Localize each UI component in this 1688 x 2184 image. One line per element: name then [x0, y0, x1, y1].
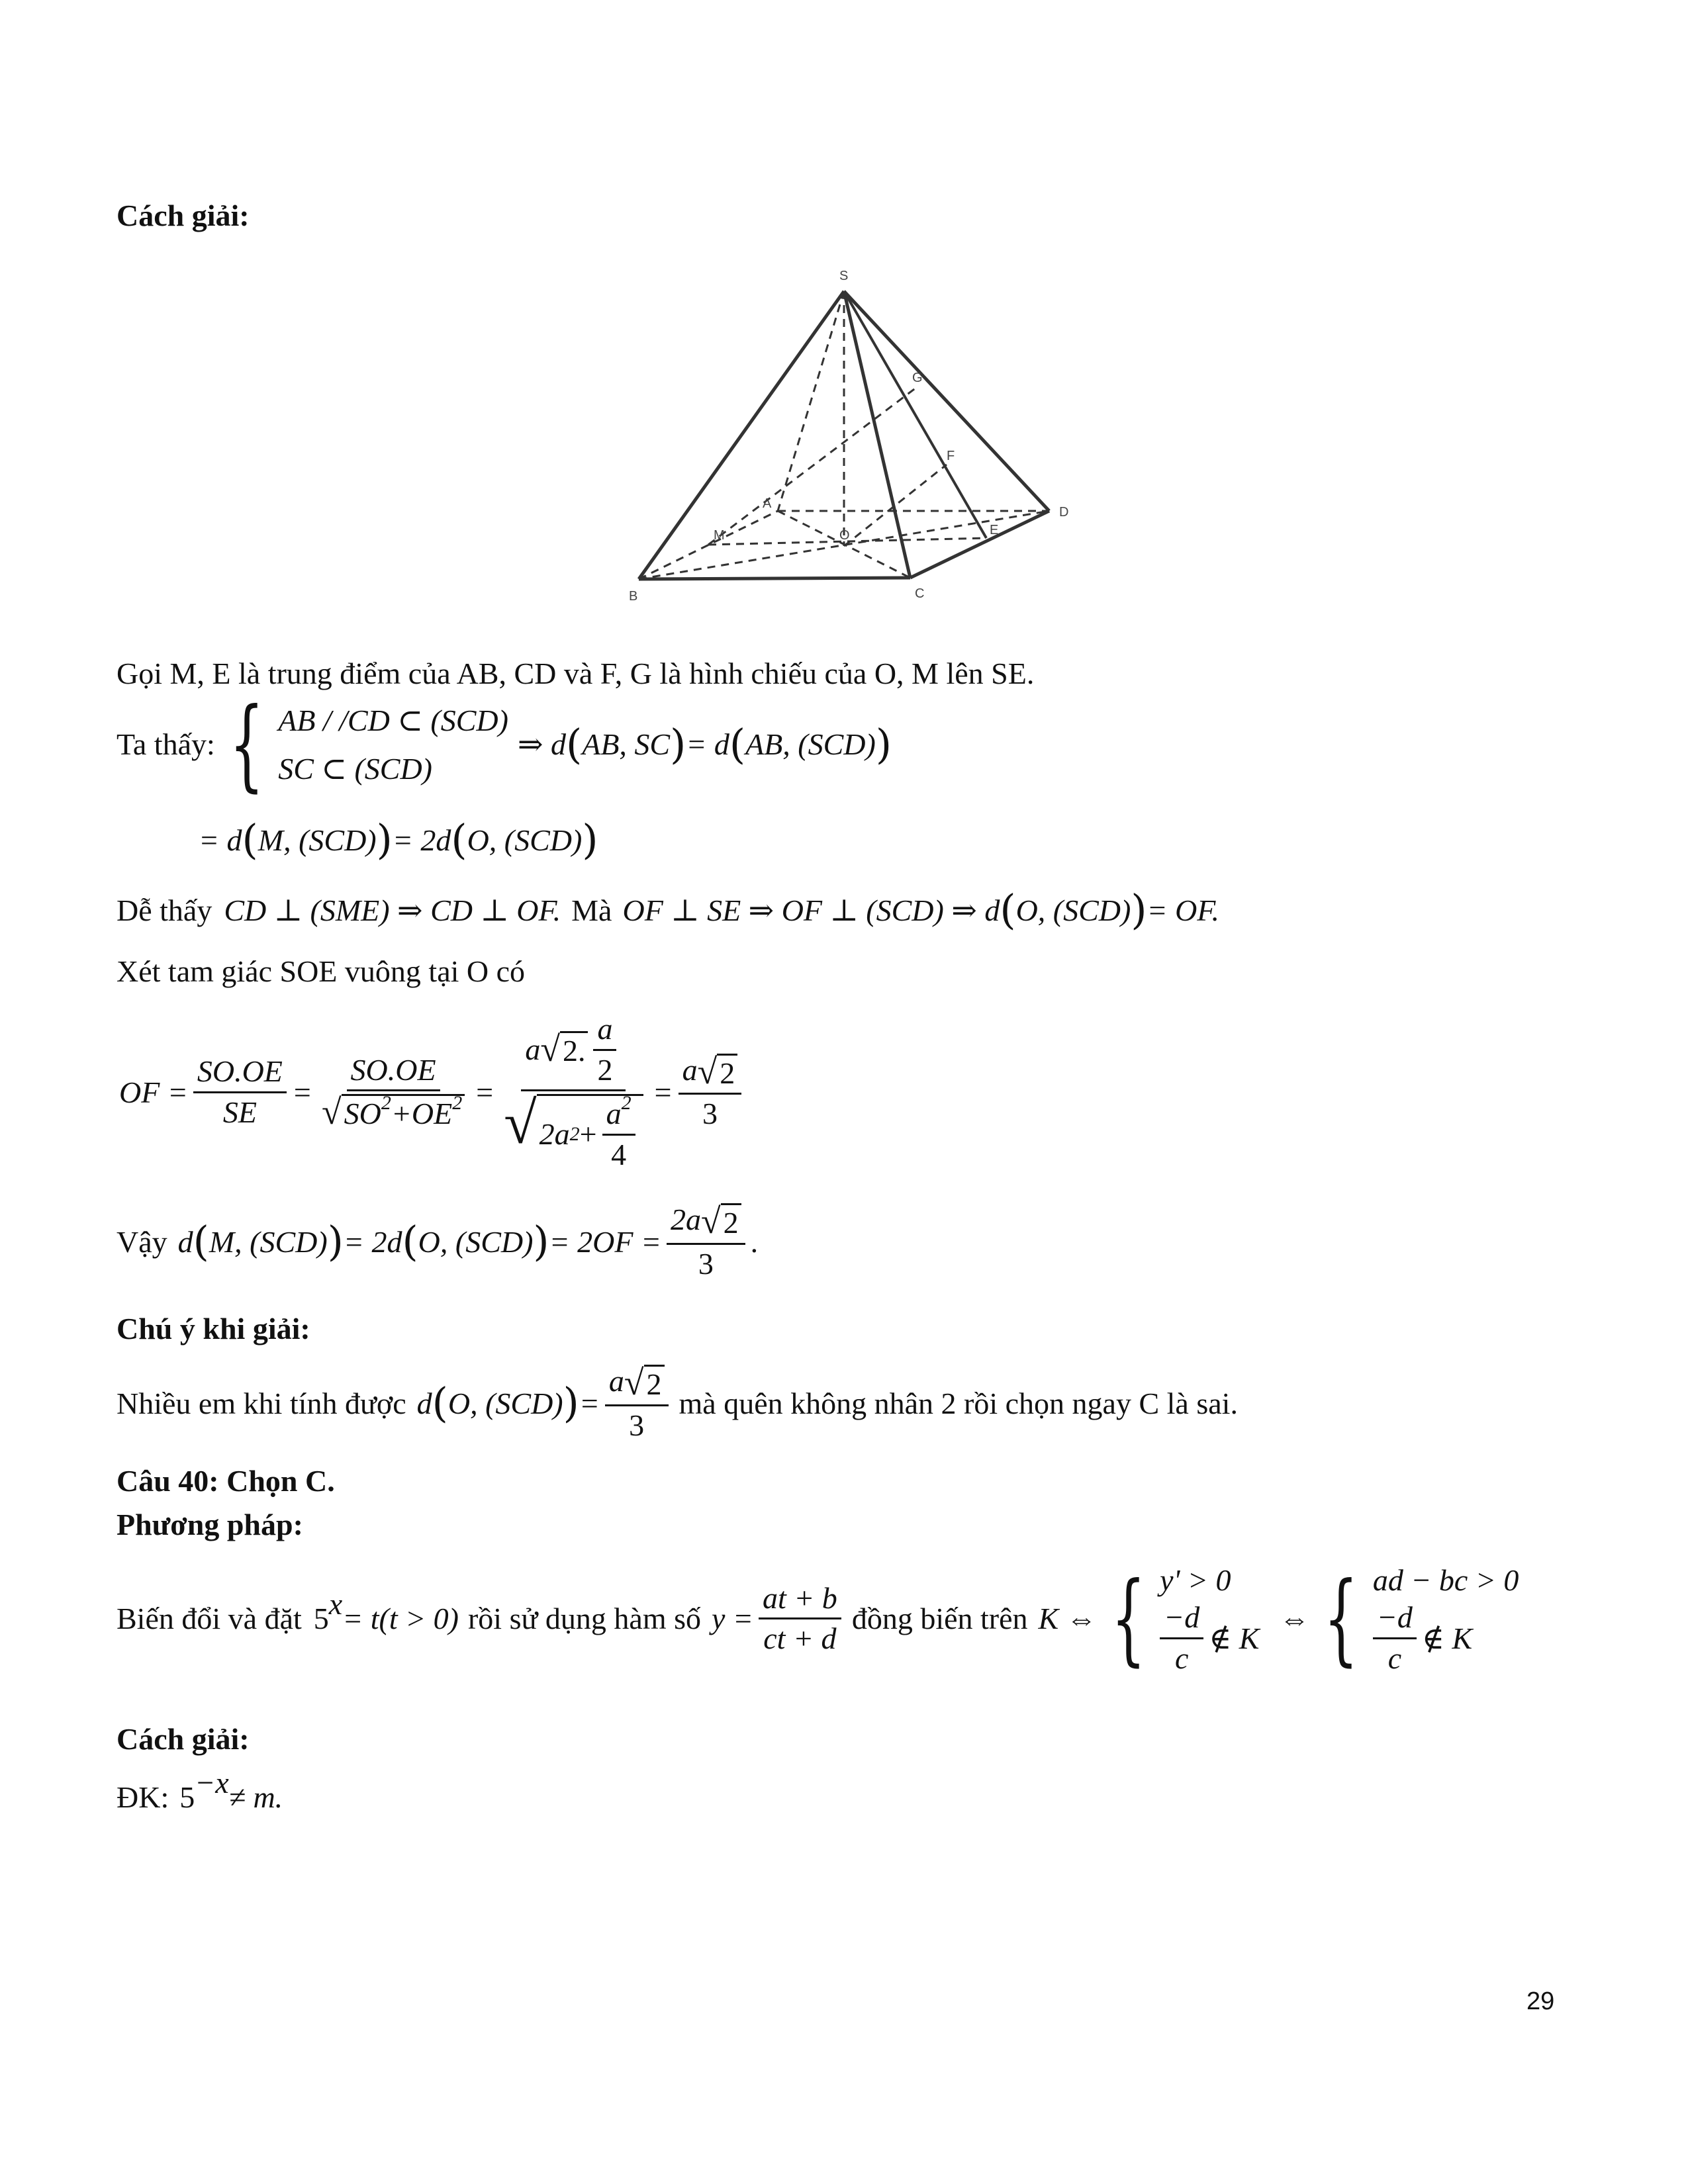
frac-denominator: c [1387, 1641, 1402, 1675]
frac-numerator: at + b [759, 1582, 841, 1620]
arg-o-scd: O, (SCD) [467, 823, 583, 857]
equals-d: = d [199, 823, 242, 857]
square-exponent: 2 [452, 1092, 463, 1115]
of-lhs: OF = [119, 1075, 188, 1109]
de-thay-label: Dễ thấy [117, 893, 212, 927]
d-function: d [177, 1225, 193, 1259]
frac-denominator: 3 [698, 1246, 714, 1281]
radical-icon: √ [504, 1091, 537, 1157]
fraction-a2-over-4 [602, 1092, 635, 1171]
vay-line [117, 1203, 758, 1281]
not-in-k: ∉ K [1209, 1621, 1260, 1655]
equals-sign: = [291, 1075, 312, 1109]
var-a: a [682, 1052, 698, 1087]
de-thay-expr-2: OF ⊥ SE ⇒ OF ⊥ (SCD) ⇒ d [622, 893, 1000, 927]
sqrt-content: 2a 2 + $\frac{a^2}{4}$ [537, 1094, 643, 1171]
expr-5-minus-x [179, 1766, 229, 1815]
radical-icon: √ [697, 1051, 718, 1091]
figure-label-a: A [763, 496, 772, 511]
sqrt-content: 2 [717, 1054, 737, 1091]
of-formula [119, 1013, 747, 1171]
expr-t-gt-0: = t(t > 0) [342, 1602, 459, 1636]
dk-label: ĐK: [117, 1780, 169, 1814]
frac-denominator: 3 [702, 1097, 718, 1131]
radical-icon: √ [321, 1092, 342, 1132]
not-equal-m: ≠ m. [228, 1780, 283, 1814]
system-line-2: SC ⊂ (SCD) [278, 752, 432, 786]
paren-close: ) [563, 1379, 579, 1428]
paren-open: ( [1000, 886, 1016, 934]
figure-label-c: C [915, 586, 925, 601]
fraction-numeric [500, 1013, 647, 1171]
paren-open: ( [242, 815, 258, 864]
dk-line [117, 1766, 283, 1815]
paren-open: ( [402, 1217, 418, 1266]
frac-numerator [667, 1203, 745, 1245]
bien-doi-post-text: đồng biến trên [851, 1602, 1028, 1636]
system-1 [1160, 1562, 1259, 1675]
term-2a: 2a [671, 1203, 702, 1236]
system-line-1: AB / /CD ⊂ (SCD) [278, 703, 508, 737]
figure-label-b: B [629, 589, 638, 604]
ta-thay-label: Ta thấy: [117, 727, 215, 762]
para-xet-tam-giac: Xét tam giác SOE vuông tại O có [117, 954, 526, 988]
iff-sign: ⇔ [1279, 1602, 1310, 1636]
exponent-minus-x: −x [195, 1766, 229, 1799]
chu-y-line [117, 1365, 1238, 1442]
figure-label-s: S [839, 269, 849, 283]
square-exponent: 2 [381, 1092, 391, 1115]
var-a: a [525, 1032, 541, 1066]
radical-icon: √ [701, 1201, 721, 1241]
frac-numerator [605, 1365, 669, 1406]
arg-m-scd: M, (SCD) [258, 823, 377, 857]
left-brace-icon: { [229, 687, 264, 802]
arg-o-scd: O, (SCD) [447, 1387, 563, 1420]
frac-numerator: a [593, 1013, 616, 1051]
plus-sign: + [579, 1116, 597, 1151]
heading-chu-y: Chú ý khi giải: [117, 1312, 310, 1345]
frac-numerator [679, 1051, 742, 1095]
system-line-2 [1373, 1601, 1519, 1675]
left-brace-icon: { [1111, 1561, 1146, 1676]
paren-open: ( [432, 1379, 448, 1428]
arg-o-scd: O, (SCD) [1015, 893, 1131, 927]
ma-label: Mà [571, 893, 612, 927]
frac-denominator [318, 1091, 469, 1131]
ta-thay-system [278, 702, 508, 787]
sqrt-2 [624, 1365, 665, 1402]
sqrt-content: 2 [644, 1365, 665, 1402]
y-equals: y = [712, 1602, 753, 1636]
system-line-1: ad − bc > 0 [1372, 1563, 1519, 1597]
var-a: a [606, 1097, 622, 1131]
frac-denominator: c [1174, 1641, 1189, 1675]
paren-open: ( [193, 1217, 209, 1266]
expr-5x [313, 1587, 343, 1637]
implies-d: ⇒ d [517, 727, 567, 762]
equals-d: = d [686, 727, 729, 762]
figure-label-e: E [990, 523, 999, 537]
heading-cau-40: Câu 40: Chọn C. [117, 1464, 335, 1498]
fraction-2a-sqrt2-over-3 [667, 1203, 745, 1281]
radical-icon: √ [624, 1363, 644, 1402]
vay-label: Vậy [117, 1225, 167, 1259]
paren-close: ) [582, 815, 598, 864]
so-term: SO [344, 1097, 381, 1131]
arg-ab-scd: AB, (SCD) [745, 727, 876, 762]
equals-2of: = 2OF = [549, 1225, 662, 1259]
equals-sign: = [652, 1075, 673, 1109]
sqrt-2 [540, 1031, 588, 1068]
page-number: 29 [1526, 1987, 1555, 2015]
paren-close: ) [670, 719, 686, 768]
equals-2d: = 2d [343, 1225, 402, 1259]
para-goi: Gọi M, E là trung điểm của AB, CD và F, G là hình chiếu của O, M lên SE. [117, 657, 1035, 690]
bien-doi-mid-text: rồi sử dụng hàm số [467, 1602, 702, 1636]
paren-close: ) [875, 719, 892, 768]
arg-ab-sc: AB, SC [582, 727, 671, 762]
period: . [750, 1225, 759, 1259]
fraction-a-sqrt2-over-3 [679, 1051, 742, 1131]
square-exponent: 2 [621, 1092, 632, 1115]
paren-open: ( [451, 815, 467, 864]
figure-label-o: O [839, 528, 850, 543]
frac-numerator: −d [1160, 1601, 1203, 1639]
var-a: a [608, 1364, 624, 1398]
frac-denominator: 3 [629, 1408, 645, 1442]
d-function: d [416, 1387, 432, 1420]
fraction-so-oe-over-sqrt [318, 1054, 469, 1131]
base-5: 5 [179, 1780, 195, 1814]
ta-thay-line [117, 687, 892, 802]
fraction-so-oe-over-se [193, 1055, 287, 1129]
sqrt-2 [697, 1051, 738, 1091]
exponent-x: x [328, 1587, 343, 1621]
frac-denominator: SE [222, 1095, 257, 1129]
paren-close: ) [1131, 886, 1147, 934]
arg-o-scd: O, (SCD) [418, 1225, 534, 1259]
distance-line-2 [199, 815, 598, 864]
system-2 [1373, 1562, 1519, 1675]
heading-phuong-phap: Phương pháp: [117, 1508, 303, 1541]
fraction-minus-d-over-c [1373, 1601, 1417, 1675]
de-thay-expr-1: CD ⊥ (SME) ⇒ CD ⊥ OF. [224, 893, 561, 927]
sqrt-content: 2 [721, 1203, 741, 1240]
de-thay-tail: = OF. [1147, 893, 1219, 927]
system-line-1: y' > 0 [1160, 1563, 1231, 1597]
term-2a: 2a [539, 1116, 570, 1151]
left-brace-icon: { [1323, 1561, 1359, 1676]
frac-numerator: −d [1373, 1601, 1417, 1639]
paren-open: ( [729, 719, 746, 768]
equals-sign: = [579, 1387, 600, 1420]
not-in-k: ∉ K [1421, 1621, 1473, 1655]
de-thay-line [117, 886, 1219, 934]
sqrt-content [342, 1094, 465, 1131]
figure-label-d: D [1059, 505, 1069, 520]
fraction-a-sqrt2-over-3 [605, 1365, 669, 1442]
pyramid-figure [616, 261, 1092, 619]
fraction-at-b-over-ct-d [759, 1582, 841, 1656]
fraction-minus-d-over-c [1160, 1601, 1203, 1675]
paren-close: ) [376, 815, 393, 864]
frac-denominator: 2 [597, 1052, 613, 1087]
figure-label-f: F [947, 449, 955, 463]
k-iff: K ⇔ [1038, 1602, 1097, 1636]
figure-label-m: M [714, 528, 725, 543]
bien-doi-pre-text: Biến đổi và đặt [117, 1602, 302, 1636]
figure-label-g: G [912, 371, 923, 385]
equals-sign: = [474, 1075, 495, 1109]
heading-cach-giai: Cách giải: [117, 199, 250, 232]
heading-cach-giai-2: Cách giải: [117, 1722, 250, 1756]
oe-term: +OE [391, 1097, 453, 1131]
fraction-a-over-2 [593, 1013, 616, 1087]
frac-denominator: 4 [611, 1137, 627, 1171]
frac-numerator [521, 1013, 626, 1091]
frac-numerator: SO.OE [347, 1054, 440, 1092]
paren-open: ( [566, 719, 583, 768]
base-5: 5 [313, 1602, 329, 1636]
arg-m-scd: M, (SCD) [209, 1225, 328, 1259]
sqrt-content: 2. [560, 1031, 588, 1068]
bien-doi-line [117, 1562, 1519, 1675]
chu-y-post-text: mà quên không nhân 2 rồi chọn ngay C là sai. [679, 1387, 1238, 1420]
frac-numerator: SO.OE [193, 1055, 287, 1093]
sqrt-2a2-plus-a2-4 [504, 1091, 643, 1171]
system-line-2 [1160, 1601, 1259, 1675]
frac-denominator [500, 1091, 647, 1171]
sqrt-2 [701, 1203, 741, 1240]
frac-numerator [602, 1092, 635, 1136]
radical-icon: √ [540, 1029, 560, 1069]
frac-denominator: ct + d [763, 1621, 837, 1656]
equals-2d: = 2d [392, 823, 451, 857]
sqrt-so2-oe2 [322, 1094, 465, 1131]
paren-close: ) [533, 1217, 549, 1266]
chu-y-pre-text: Nhiều em khi tính được [117, 1387, 406, 1420]
paren-close: ) [327, 1217, 344, 1266]
